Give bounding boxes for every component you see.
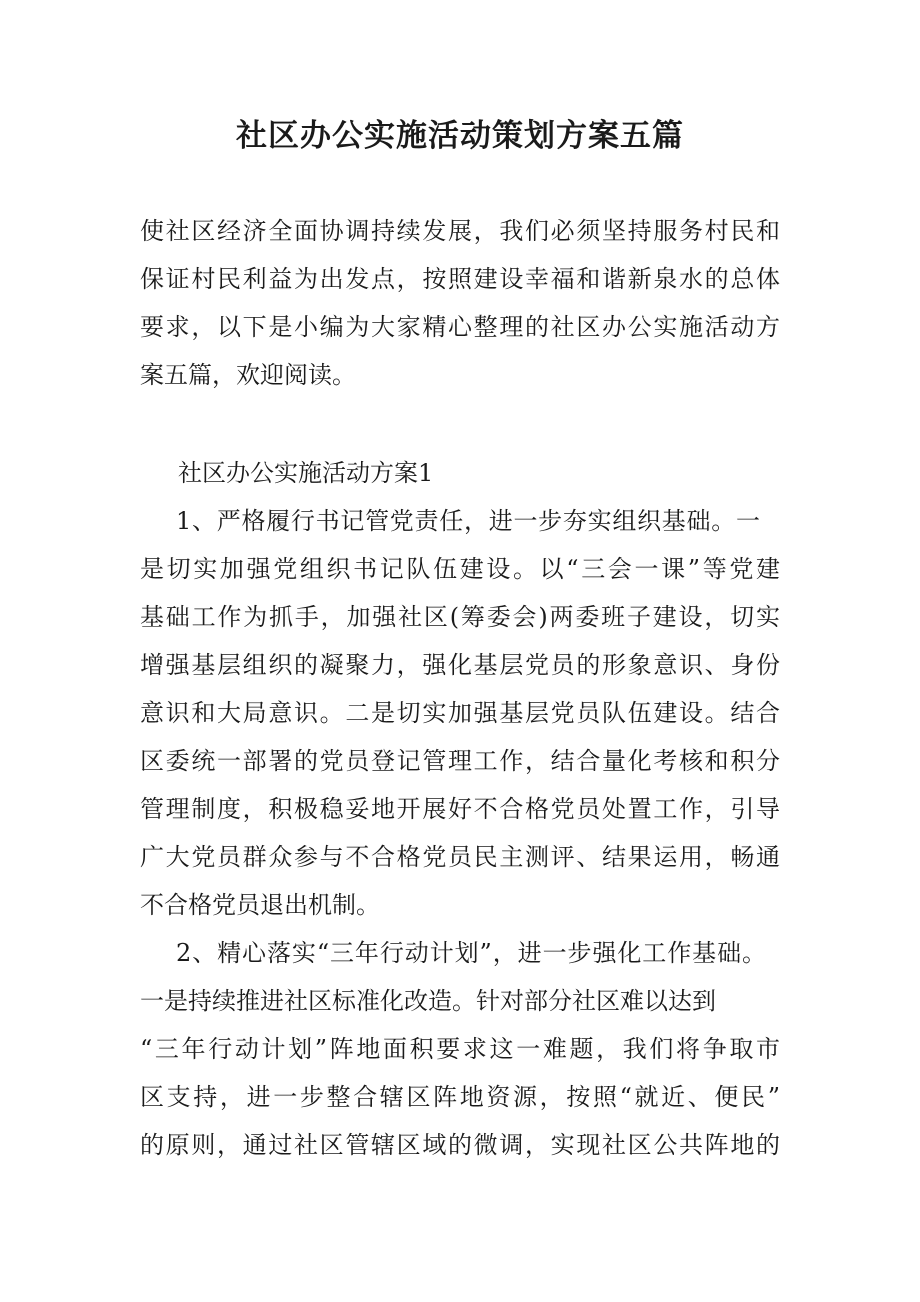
- paragraph-line: 基础工作为抓手，加强社区(筹委会)两委班子建设，切实: [140, 603, 780, 631]
- document-title: 社区办公实施活动策划方案五篇: [236, 118, 684, 154]
- paragraph-line: “三年行动计划”阵地面积要求这一难题，我们将争取市: [140, 1035, 780, 1063]
- paragraph-line: 1、严格履行书记管党责任，进一步夯实组织基础。一: [176, 507, 760, 535]
- intro-line: 使社区经济全面协调持续发展，我们必须坚持服务村民和: [140, 217, 780, 245]
- section-heading: 社区办公实施活动方案1: [178, 459, 434, 487]
- paragraph-line: 区委统一部署的党员登记管理工作，结合量化考核和积分: [140, 747, 780, 775]
- paragraph-line: 不合格党员退出机制。: [140, 891, 380, 919]
- intro-line: 要求，以下是小编为大家精心整理的社区办公实施活动方: [140, 313, 780, 341]
- paragraph-line: 是切实加强党组织书记队伍建设。以“三会一课”等党建: [140, 555, 780, 583]
- paragraph-line: 2、精心落实“三年行动计划”，进一步强化工作基础。: [176, 939, 766, 967]
- paragraph-line: 管理制度，积极稳妥地开展好不合格党员处置工作，引导: [140, 795, 780, 823]
- paragraph-line: 广大党员群众参与不合格党员民主测评、结果运用，畅通: [140, 843, 780, 871]
- paragraph-line: 增强基层组织的凝聚力，强化基层党员的形象意识、身份: [140, 651, 780, 679]
- paragraph-line: 意识和大局意识。二是切实加强基层党员队伍建设。结合: [140, 699, 780, 727]
- paragraph-line: 的原则，通过社区管辖区域的微调，实现社区公共阵地的: [140, 1131, 780, 1159]
- intro-line: 保证村民利益为出发点，按照建设幸福和谐新泉水的总体: [140, 265, 780, 293]
- paragraph-line: 一是持续推进社区标准化改造。针对部分社区难以达到: [140, 987, 716, 1015]
- intro-line: 案五篇，欢迎阅读。: [140, 361, 356, 389]
- paragraph-line: 区支持，进一步整合辖区阵地资源，按照“就近、便民”: [140, 1083, 780, 1111]
